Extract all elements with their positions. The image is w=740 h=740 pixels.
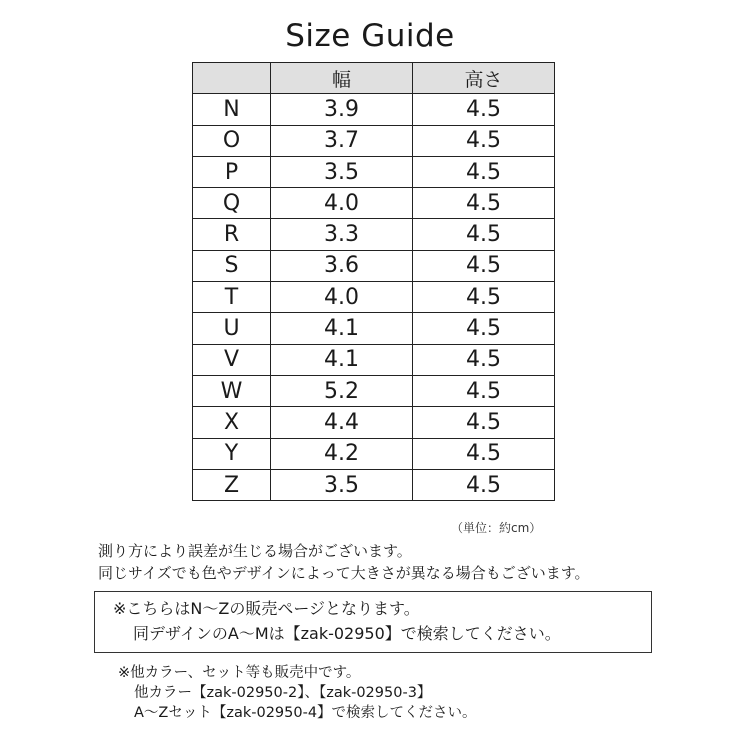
- table-row: [193, 438, 555, 469]
- table-row: [193, 407, 555, 438]
- header-size: [193, 63, 271, 94]
- width-cell: 3.5: [271, 156, 413, 187]
- table-row: [193, 313, 555, 344]
- table-row: [193, 219, 555, 250]
- width-cell: 4.1: [271, 313, 413, 344]
- notice-box: [94, 591, 652, 653]
- unit-label: （単位：約cm）: [451, 521, 542, 535]
- other-line: A〜Zセット【zak-02950-4】で検索してください。: [134, 705, 477, 721]
- size-cell: Z: [193, 469, 271, 500]
- header-width: 幅: [271, 63, 413, 94]
- size-cell: W: [193, 375, 271, 406]
- header-height: 高さ: [413, 63, 555, 94]
- height-cell: 4.5: [413, 219, 555, 250]
- size-cell: P: [193, 156, 271, 187]
- table-row: [193, 469, 555, 500]
- height-cell: 4.5: [413, 438, 555, 469]
- notice-line: 同デザインのA〜Mは【zak-02950】で検索してください。: [133, 624, 561, 643]
- table-row: [193, 156, 555, 187]
- height-cell: 4.5: [413, 188, 555, 219]
- table-row: [193, 94, 555, 125]
- width-cell: 3.6: [271, 250, 413, 281]
- size-cell: X: [193, 407, 271, 438]
- width-cell: 4.1: [271, 344, 413, 375]
- width-cell: 5.2: [271, 375, 413, 406]
- width-cell: 4.0: [271, 282, 413, 313]
- note-line: 測り方により誤差が生じる場合がございます。: [98, 542, 412, 560]
- width-cell: 3.7: [271, 125, 413, 156]
- size-cell: U: [193, 313, 271, 344]
- width-cell: 4.0: [271, 188, 413, 219]
- other-line: 他カラー【zak-02950-2】、【zak-02950-3】: [134, 685, 432, 701]
- measurement-note: [98, 540, 590, 584]
- height-cell: 4.5: [413, 125, 555, 156]
- table-row: [193, 282, 555, 313]
- width-cell: 3.3: [271, 219, 413, 250]
- size-cell: V: [193, 344, 271, 375]
- size-table-body: [193, 94, 555, 501]
- table-row: [193, 375, 555, 406]
- table-row: [193, 188, 555, 219]
- size-cell: Y: [193, 438, 271, 469]
- page-title: Size Guide: [285, 18, 455, 54]
- size-cell: R: [193, 219, 271, 250]
- width-cell: 3.9: [271, 94, 413, 125]
- size-cell: S: [193, 250, 271, 281]
- height-cell: 4.5: [413, 282, 555, 313]
- table-header-row: [193, 63, 555, 94]
- size-cell: Q: [193, 188, 271, 219]
- note-line: 同じサイズでも色やデザインによって大きさが異なる場合もございます。: [98, 564, 590, 582]
- size-cell: O: [193, 125, 271, 156]
- width-cell: 4.4: [271, 407, 413, 438]
- notice-line: ※こちらはN〜Zの販売ページとなります。: [113, 599, 420, 618]
- height-cell: 4.5: [413, 375, 555, 406]
- height-cell: 4.5: [413, 156, 555, 187]
- other-line: ※他カラー、セット等も販売中です。: [118, 665, 361, 681]
- other-products-note: [118, 663, 477, 723]
- height-cell: 4.5: [413, 469, 555, 500]
- size-cell: T: [193, 282, 271, 313]
- height-cell: 4.5: [413, 313, 555, 344]
- table-row: [193, 125, 555, 156]
- height-cell: 4.5: [413, 250, 555, 281]
- width-cell: 3.5: [271, 469, 413, 500]
- height-cell: 4.5: [413, 407, 555, 438]
- width-cell: 4.2: [271, 438, 413, 469]
- height-cell: 4.5: [413, 94, 555, 125]
- table-row: [193, 250, 555, 281]
- size-table: [192, 62, 555, 501]
- table-row: [193, 344, 555, 375]
- height-cell: 4.5: [413, 344, 555, 375]
- size-cell: N: [193, 94, 271, 125]
